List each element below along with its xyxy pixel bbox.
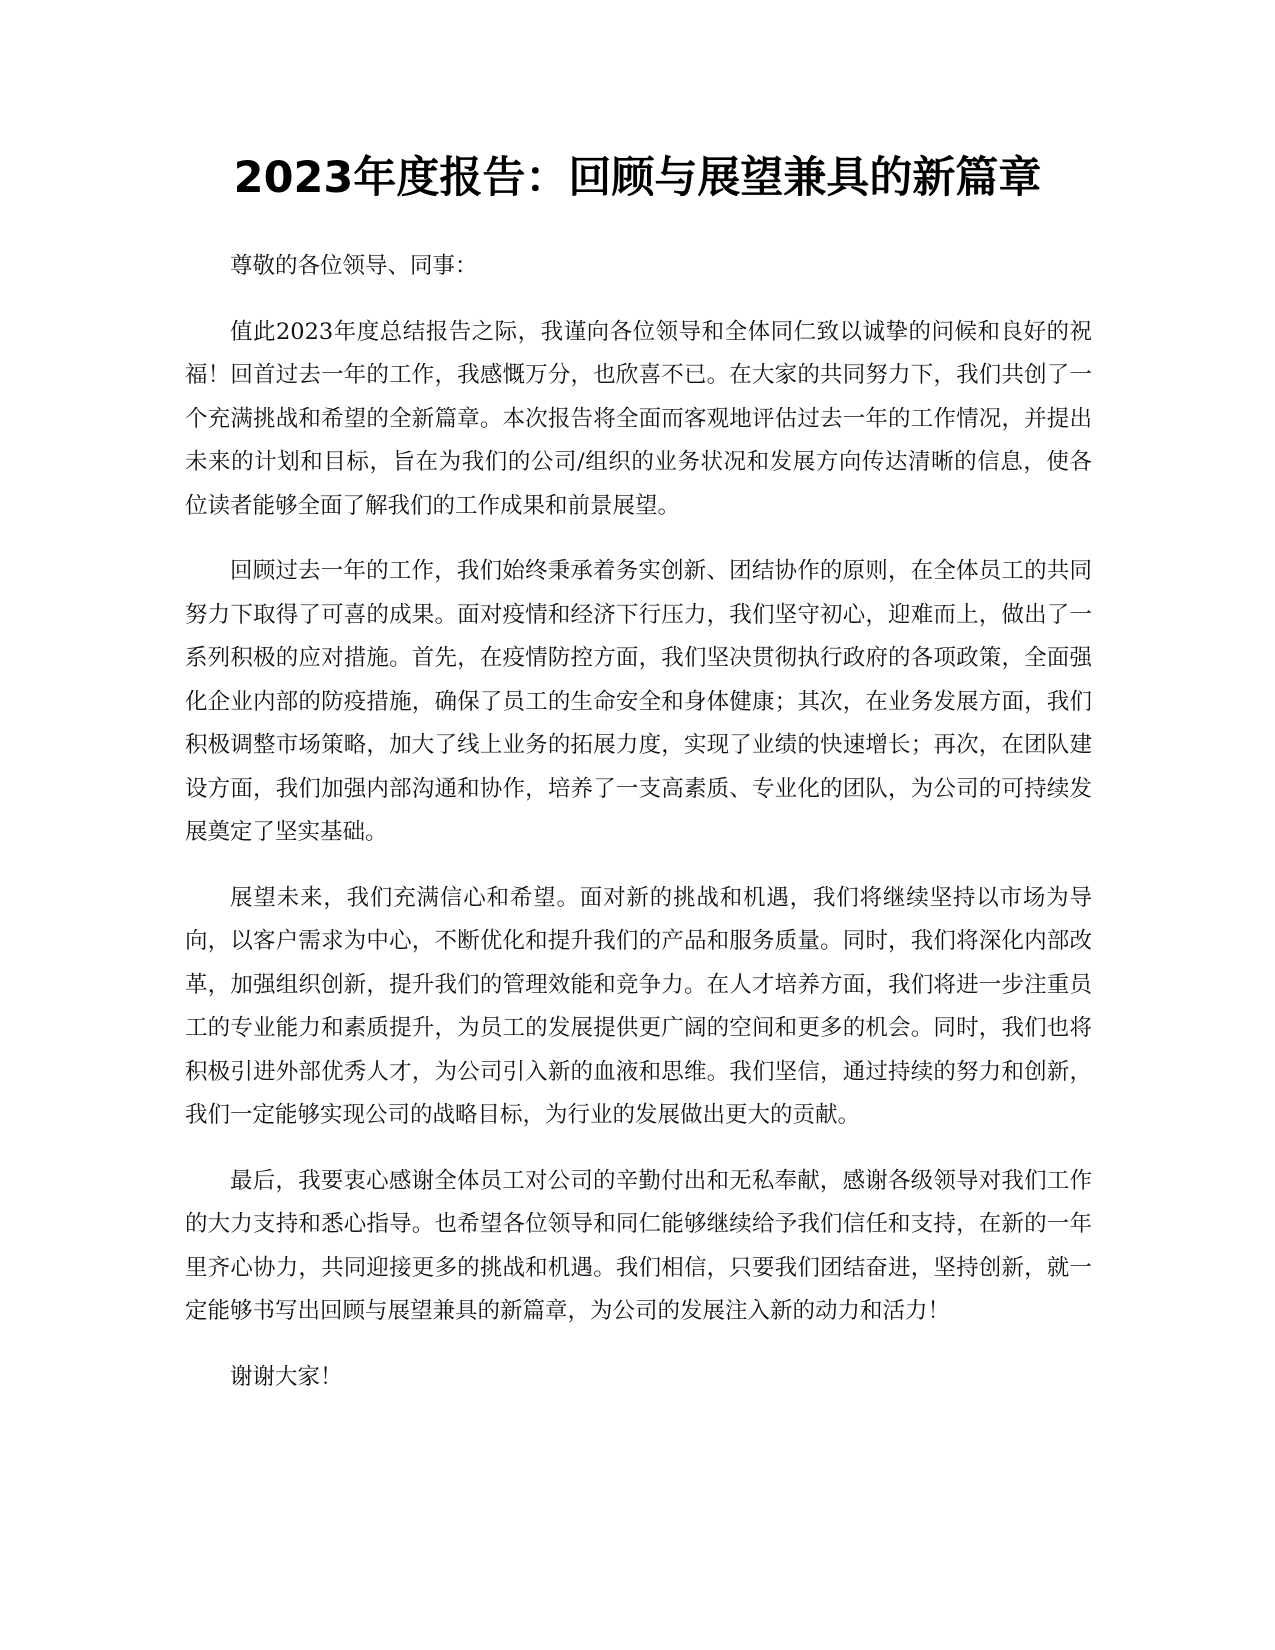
review-paragraph: 回顾过去一年的工作，我们始终秉承着务实创新、团结协作的原则，在全体员工的共同努力下取得了可喜的成果。面对疫情和经济下行压力，我们坚守初心，迎难而上，做出了一系列积极的应对措施。首先，在疫情防控方面，我们坚决贯彻执行政府的各项政策，全面强化企业内部的防疫措施，确保了员工的生命安全和身体健康；其次，在业务发展方面，我们积极调整市场策略，加大了线上业务的拓展力度，实现了业绩的快速增长；再次，在团队建设方面，我们加强内部沟通和协作，培养了一支高素质、专业化的团队，为公司的可持续发展奠定了坚实基础。 bbox=[185, 558, 1092, 845]
document-body bbox=[185, 245, 1092, 1421]
thanks-paragraph: 最后，我要衷心感谢全体员工对公司的辛勤付出和无私奉献，感谢各级领导对我们工作的大力支持和悉心指导。也希望各位领导和同仁能够继续给予我们信任和支持，在新的一年里齐心协力，共同迎接更多的挑战和机遇。我们相信，只要我们团结奋进，坚持创新，就一定能够书写出回顾与展望兼具的新篇章，为公司的发展注入新的动力和活力！ bbox=[185, 1167, 1092, 1324]
outlook-paragraph: 展望未来，我们充满信心和希望。面对新的挑战和机遇，我们将继续坚持以市场为导向，以客户需求为中心，不断优化和提升我们的产品和服务质量。同时，我们将深化内部改革，加强组织创新，提升我们的管理效能和竞争力。在人才培养方面，我们将进一步注重员工的专业能力和素质提升，为员工的发展提供更广阔的空间和更多的机会。同时，我们也将积极引进外部优秀人才，为公司引入新的血液和思维。我们坚信，通过持续的努力和创新，我们一定能够实现公司的战略目标，为行业的发展做出更大的贡献。 bbox=[185, 884, 1092, 1128]
salutation-paragraph: 尊敬的各位领导、同事： bbox=[230, 253, 478, 279]
document-title: 2023年度报告：回顾与展望兼具的新篇章 bbox=[233, 153, 1042, 203]
intro-paragraph: 值此2023年度总结报告之际，我谨向各位领导和全体同仁致以诚挚的问候和良好的祝福！回首过去一年的工作，我感慨万分，也欣喜不已。在大家的共同努力下，我们共创了一个充满挑战和希望的全新篇章。本次报告将全面而客观地评估过去一年的工作情况，并提出未来的计划和目标，旨在为我们的公司/组织的业务状况和发展方向传达清晰的信息，使各位读者能够全面了解我们的工作成果和前景展望。 bbox=[185, 318, 1092, 519]
closing-paragraph: 谢谢大家！ bbox=[230, 1363, 343, 1390]
